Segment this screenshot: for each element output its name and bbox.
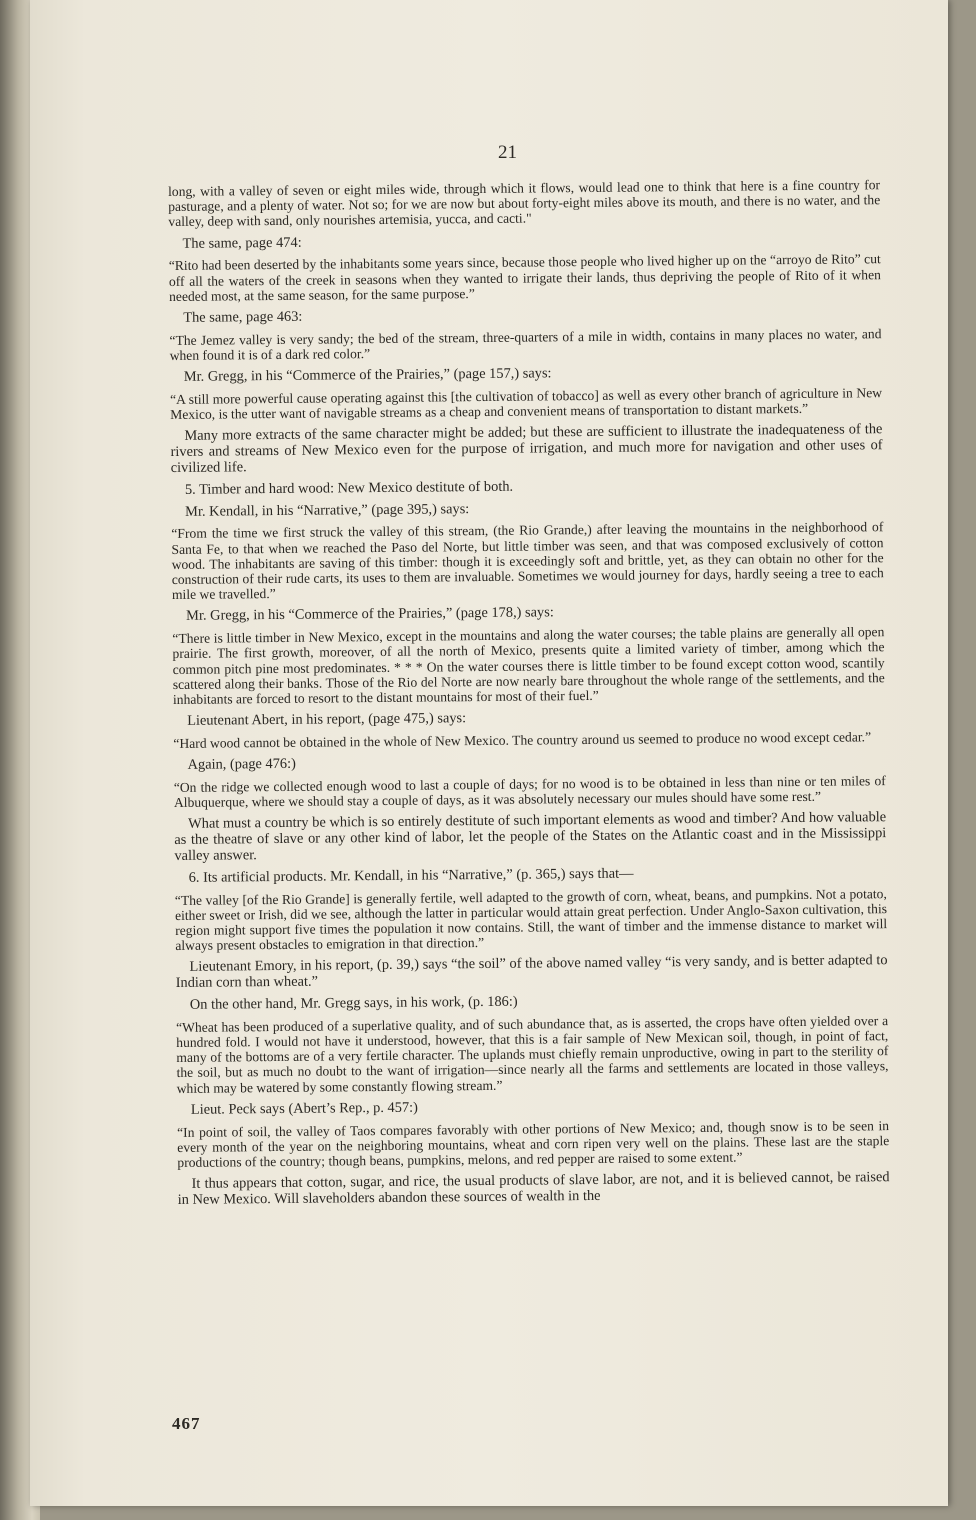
paragraph: Mr. Kendall, in his “Narrative,” (page 395,) says: [185, 500, 470, 520]
body-text [168, 177, 890, 1215]
paragraph: Mr. Gregg, in his “Commerce of the Prairies,” (page 178,) says: [186, 604, 554, 625]
paragraph: Lieutenant Abert, in his report, (page 475,) says: [187, 710, 467, 730]
quote-block: “From the time we first struck the valley of this stream, (the Rio Grande,) after leaving the mountains in the neighborhood of Santa Fe, to that when we reached the Paso del Norte, but little timber was seen, and that was composed exclusively of cotton wood. The inhabitants are saving of this timber: though it is exceedingly soft and brittle, yet, as they can obtain no other for the construction of their rude carts, its uses to them are invaluable. Sometimes we would journey for days, hardly seeing a tree to each mile we travelled.” [171, 519, 884, 603]
quote-block: “Hard wood cannot be obtained in the whole of New Mexico. The country around us seemed to produce no wood except cedar.” [173, 729, 872, 752]
page-number: 21 [498, 142, 517, 163]
paragraph: The same, page 474: [182, 234, 302, 252]
quote-block: “In point of soil, the valley of Taos compares favorably with other portions of New Mexico; and, though snow is to be seen in every month of the year on the neighboring mountains, wheat and corn ripen very well on the plains. These last are the staple productions of the country; though beans, pumpkins, melons, and red pepper are raised to some extent.” [177, 1117, 890, 1171]
quote-block: “A still more powerful cause operating against this [the cultivation of tobacco] as well as every other branch of agriculture in New Mexico, is the utter want of navigable streams as a cheap and convenient means of transportation to distant markets.” [169, 385, 883, 423]
quote-block: “On the ridge we collected enough wood to last a couple of days; for no wood is to be obtained in less than nine or ten miles of Albuquerque, where we should stay a couple of days, as it was absolutely necessary our mules should have some rest.” [173, 773, 886, 811]
paragraph: Lieutenant Emory, in his report, (p. 39,) says “the soil” of the above named valley “is very sandy, and is better adapted to Indian corn than wheat.” [175, 952, 888, 992]
quote-block: “Rito had been deserted by the inhabitants some years since, because those people who lived higher up on the “arroyo de Rito” cut off all the waters of the creek in seasons when they wanted to irrigate their lands, thus depriving the people of Rito of it when needed most, at the same season, for the same purpose.” [168, 251, 881, 304]
paragraph: It thus appears that cotton, sugar, and rice, the usual products of slave labor, are not, and it is believed cannot, be raised in New Mexico. Will slaveholders abandon these sources of wealth in the [177, 1169, 890, 1208]
paragraph: Lieut. Peck says (Abert’s Rep., p. 457:) [190, 1099, 418, 1118]
quote-block: “The Jemez valley is very sandy; the bed of the stream, three-quarters of a mile in width, contains in many places no water, and when found it is of a dark red color.” [169, 325, 882, 364]
paragraph: Many more extracts of the same character might be added; but these are sufficient to illustrate the inadequateness of the rivers and streams of New Mexico even for the purpose of irrigation, and much more for navigation and other uses of civilized life. [170, 421, 883, 477]
paragraph: On the other hand, Mr. Gregg says, in his work, (p. 186:) [189, 993, 518, 1013]
paragraph: What must a country be which is so entirely destitute of such important elements as wood and timber? And how valuable as the theatre of slave or any other kind of labor, let the people of the States on the Atlantic coast and in the Mississippi valley answer. [174, 809, 887, 864]
quote-block: long, with a valley of seven or eight miles wide, through which it flows, would lead one to think that here is a fine country for pasturage, and a plenty of water. Not so; for we are now but about forty-eight miles above its mouth, and there is no water, and the valley, deep with sand, only nourishes artemisia, yucca, and cacti." [168, 177, 881, 230]
paragraph: Again, (page 476:) [187, 756, 296, 774]
footer-number: 467 [172, 1414, 201, 1433]
quote-block: “Wheat has been produced of a superlative quality, and of such abundance that, as is asserted, the crops have often yielded over a hundred fold. I would not have it understood, however, that this is a fair sample of New Mexican soil, though, in point of fact, many of the bottoms are of a very fertile character. The uplands must chiefly remain unproductive, owing in part to the sterility of the soil, but as much no doubt to the want of irrigation—since nearly all the farms and settlements are located in those valleys, which may be watered by some constantly flowing stream.” [176, 1012, 889, 1096]
quote-block: “There is little timber in New Mexico, except in the mountains and along the water courses; the table plains are generally all open prairie. The first growth, moreover, of all the north of Mexico, presents quite a limited variety of timber, among which the common pitch pine most predominates. * * * On the water courses there is little timber to be found except cotton wood, scantily scattered along their banks. Those of the Rio del Norte are now nearly bare throughout the whole range of the settlements, and the inhabitants are forced to resort to the distant mountains for most of their fuel.” [172, 624, 885, 708]
section-heading: 6. Its artificial products. Mr. Kendall, in his “Narrative,” (p. 365,) says that— [188, 865, 634, 886]
paragraph: Mr. Gregg, in his “Commerce of the Prairies,” (page 157,) says: [183, 365, 552, 386]
document-page [30, 0, 948, 1506]
section-heading: 5. Timber and hard wood: New Mexico destitute of both. [184, 478, 514, 498]
quote-block: “The valley [of the Rio Grande] is generally fertile, well adapted to the growth of corn, wheat, beans, and pumpkins. Not a potato, either sweet or Irish, did we see, although the latter in particular would attain great perfection. Under Anglo-Saxon cultivation, this region might support five times the population it now contains. Still, the want of timber and the immense distance to market will always present obstacles to emigration in that direction.” [174, 885, 888, 954]
paragraph: The same, page 463: [183, 308, 303, 326]
